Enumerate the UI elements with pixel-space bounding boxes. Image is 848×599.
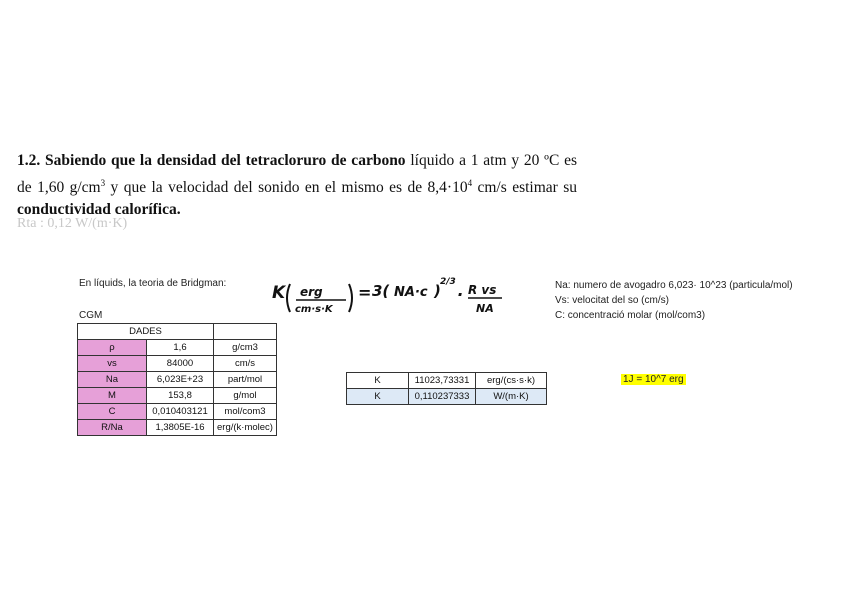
formula-right-paren [349, 284, 352, 312]
row-label: C [78, 404, 147, 420]
formula-exponent: 2/3 [440, 277, 456, 287]
formula-na-c: NA·c [394, 285, 428, 300]
formula-erg: erg [300, 285, 323, 299]
cgs-label: CGM [79, 310, 103, 321]
problem-number: 1.2. [17, 152, 41, 169]
result-unit: erg/(cs·s·k) [476, 373, 547, 389]
dades-header-empty [214, 324, 277, 340]
result-value: 11023,73331 [409, 373, 476, 389]
results-table [346, 372, 547, 405]
problem-text-bold-2: conductividad calorífica. [17, 201, 181, 219]
row-unit: mol/com3 [214, 404, 277, 420]
problem-text-4: cm/s estimar su [472, 179, 578, 197]
problem-text-bold-1: Sabiendo que la densidad del tetracloruro de carbono [45, 152, 406, 169]
row-value: 84000 [147, 356, 214, 372]
formula-r-vs: R vs [468, 283, 497, 297]
formula-three: 3( [372, 282, 390, 300]
table-row [78, 356, 277, 372]
row-label: Na [78, 372, 147, 388]
legend-na: Na: numero de avogadro 6,023· 10^23 (particula/mol) [555, 280, 793, 291]
table-row [78, 388, 277, 404]
answer-text: Rta : 0,12 W/(m·K) [17, 216, 128, 231]
result-value: 0,110237333 [409, 389, 476, 405]
formula-left-paren [287, 284, 290, 312]
superscript-3: 3 [100, 178, 106, 188]
problem-statement [17, 150, 577, 221]
row-value: 6,023E+23 [147, 372, 214, 388]
legend-vs: Vs: velocitat del so (cm/s) [555, 295, 669, 306]
formula-equals: = [358, 283, 372, 302]
problem-text-3: y que la velocidad del sonido en el mismo es de 8,4·10 [105, 179, 468, 197]
table-row [78, 404, 277, 420]
row-value: 1,3805E-16 [147, 420, 214, 436]
result-label: K [347, 373, 409, 389]
legend [555, 278, 793, 323]
table-row [347, 373, 547, 389]
conversion-note: 1J = 10^7 erg [623, 374, 684, 385]
row-label: vs [78, 356, 147, 372]
intro-text: En líquids, la teoria de Bridgman: [79, 278, 227, 289]
row-label: R/Na [78, 420, 147, 436]
formula-k: K [272, 283, 286, 303]
row-value: 153,8 [147, 388, 214, 404]
result-label: K [347, 389, 409, 405]
table-row [78, 420, 277, 436]
row-unit: part/mol [214, 372, 277, 388]
result-unit: W/(m·K) [476, 389, 547, 405]
legend-c: C: concentració molar (mol/com3) [555, 310, 706, 321]
problem-text-2: 1,60 g/cm [37, 179, 101, 197]
row-unit: g/cm3 [214, 340, 277, 356]
row-label: ρ [78, 340, 147, 356]
table-row [347, 389, 547, 405]
dades-header: DADES [78, 324, 214, 340]
dades-table [77, 323, 277, 436]
formula-close: ) [434, 282, 441, 300]
row-unit: g/mol [214, 388, 277, 404]
table-row [78, 340, 277, 356]
formula-na: NA [476, 302, 494, 315]
row-unit: erg/(k·molec) [214, 420, 277, 436]
formula-dot: · [457, 285, 464, 304]
formula-denominator: cm·s·K [295, 304, 333, 315]
problem-text-1: líquido a 1 atm y 20 ºC es de [17, 152, 578, 197]
table-row [78, 372, 277, 388]
superscript-4: 4 [467, 178, 473, 188]
row-unit: cm/s [214, 356, 277, 372]
bridgman-formula [270, 268, 530, 320]
row-value: 0,010403121 [147, 404, 214, 420]
row-value: 1,6 [147, 340, 214, 356]
row-label: M [78, 388, 147, 404]
